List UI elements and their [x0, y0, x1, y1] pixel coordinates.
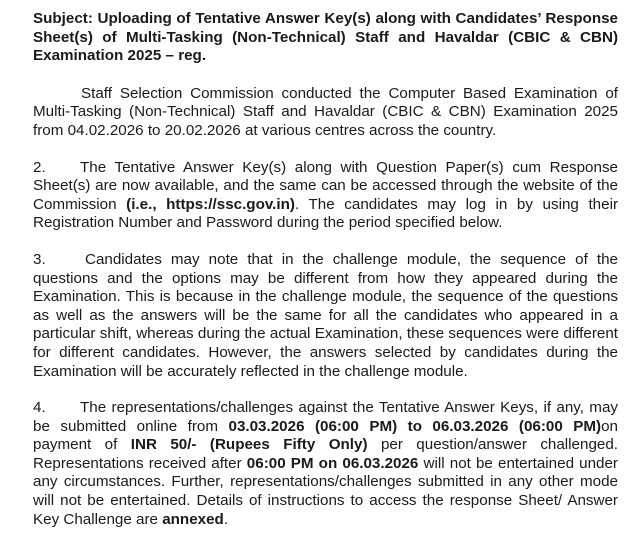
subject-heading: Subject: Uploading of Tentative Answer Key(s) along with Candidates’ Response Sheet(s) of Multi-Tasking (Non-Technical) Staff and Havaldar (CBIC & CBN) Examination 2025 – reg.: [33, 10, 618, 65]
paragraph-4-text-a: The representations/challenges against the Tentative Answer Keys, if any, may be submitted online from: [33, 399, 618, 435]
paragraph-4: [33, 399, 618, 529]
paragraph-2: [33, 159, 618, 233]
paragraph-4-text-b: on payment of: [33, 417, 619, 454]
challenge-deadline: 06:00 PM on 06.03.2026: [246, 454, 419, 472]
paragraph-2-number: 2.: [33, 158, 46, 176]
challenge-fee: INR 50/- (Rupees Fifty Only): [130, 436, 368, 454]
paragraph-2-text-a: The Tentative Answer Key(s) along with Question Paper(s) cum Response Sheet(s) are now available, and the same can be accessed through the website of the Commission: [33, 158, 618, 213]
annexed-word: annexed: [162, 510, 224, 528]
paragraph-2-text-b: . The candidates may log in by using their Registration Number and Password during the period specified below.: [33, 195, 618, 232]
challenge-window-dates: 03.03.2026 (06:00 PM) to 06.03.2026 (06:00 PM): [228, 417, 602, 435]
paragraph-4-text-c: per question/answer challenged. Representations received after: [33, 436, 619, 472]
paragraph-3: [33, 251, 618, 381]
paragraph-3-number: 3.: [33, 250, 46, 268]
paragraph-4-number: 4.: [33, 399, 46, 417]
paragraph-4-text-e: .: [223, 510, 229, 528]
paragraph-4-text-d: will not be entertained under any circumstances. Further, representations/challenges submitted in any other mode will not be entertained. Details of instructions to access the response Sheet/ Answer Key Challenge are: [33, 454, 618, 528]
website-link-text: (i.e., https://ssc.gov.in): [126, 195, 295, 213]
paragraph-1: Staff Selection Commission conducted the Computer Based Examination of Multi-Tasking (Non-Technical) Staff and Havaldar (CBIC & CBN) Examination 2025 from 04.02.2026 to 20.02.2026 at various centres across the country.: [33, 84, 618, 139]
paragraph-3-text: Candidates may note that in the challenge module, the sequence of the questions and the options may be different from how they appeared during the Examination. This is because in the challenge module, the sequence of the questions as well as the answers will be the same for all the candidates who appeared in a particular shift, whereas during the actual Examination, these sequences were different for different candidates. However, the answers selected by candidates during the Examination will be accurately reflected in the challenge module.: [33, 250, 618, 380]
